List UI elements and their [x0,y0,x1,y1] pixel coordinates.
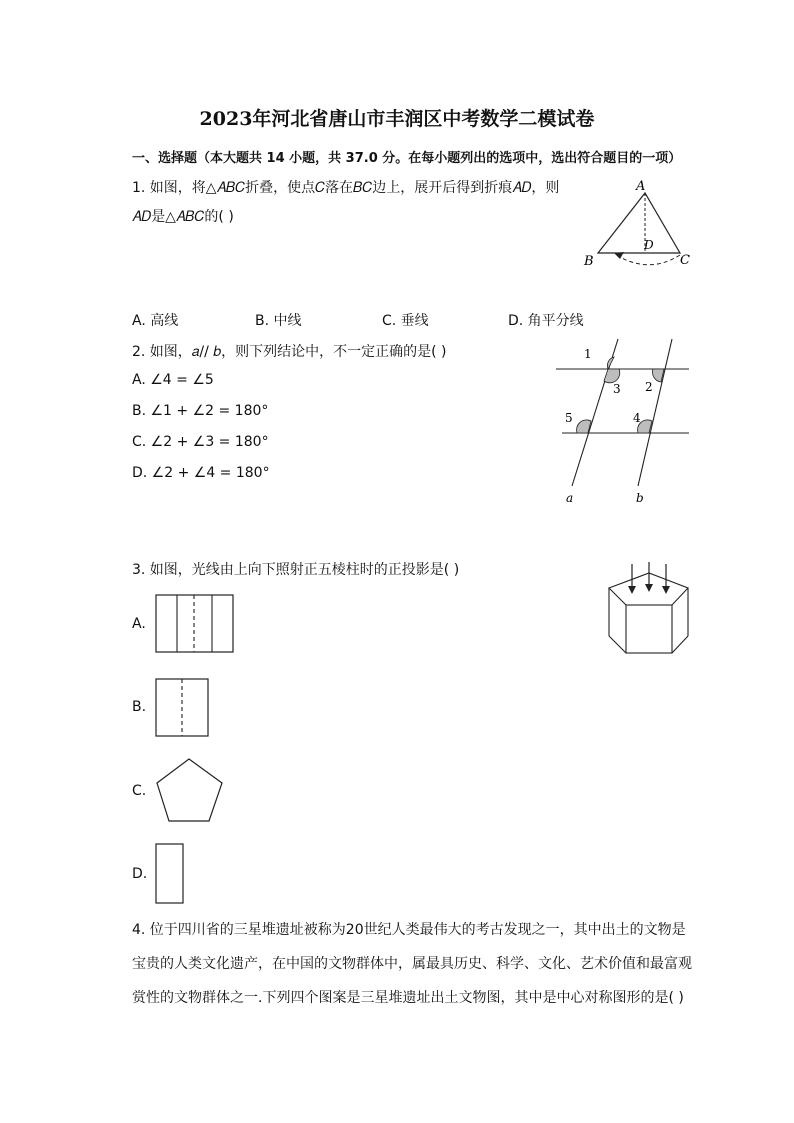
triangle-abc [598,193,680,253]
label-c: C [680,253,690,268]
label-a: A [636,179,646,194]
prism-edge [609,636,626,653]
q3-option-d-figure[interactable] [155,843,185,905]
arrow-down-icon [662,586,670,594]
prism-front-face [626,605,672,653]
q3-stem: 3. 如图，光线由上向下照射正五棱柱时的正投影是( ) [132,562,460,578]
q3-option-a-letter[interactable]: A. [132,616,146,632]
q2-option-b[interactable]: B. ∠1 + ∠2 = 180° [132,403,269,419]
fold-arc [618,255,680,265]
q1-triangle-figure [580,176,700,274]
q1-option-d[interactable]: D. 角平分线 [508,313,584,329]
label-1: 1 [584,347,592,361]
arrow-head-icon [614,252,624,259]
q2-stem: 2. 如图，𝑎// 𝑏，则下列结论中，不一定正确的是( ) [132,344,447,360]
page-title: 2023年河北省唐山市丰润区中考数学二模试卷 [199,108,595,130]
q3-option-c-figure[interactable] [155,757,225,825]
label-4: 4 [633,411,641,425]
label-b: B [584,254,594,269]
angle-5-mark [577,420,591,433]
prism-edge [672,636,688,653]
q3-option-d-letter[interactable]: D. [132,866,148,882]
q2-parallel-lines-figure [550,336,695,508]
label-b-line: b [636,491,644,505]
label-2: 2 [645,380,653,394]
q2-option-a[interactable]: A. ∠4 = ∠5 [132,372,214,388]
arrow-down-icon [645,584,653,592]
label-a-line: a [566,491,574,505]
q1-stem-line2: 𝐴𝐷是△𝐴𝐵𝐶的( ) [132,209,234,225]
label-3: 3 [613,382,621,396]
angle-3-mark [604,369,620,383]
label-5: 5 [565,411,573,425]
angle-1-mark [607,357,614,369]
q1-option-b[interactable]: B. 中线 [255,313,302,329]
label-d: D [644,238,654,252]
q3-pentagonal-prism-figure [600,560,695,660]
section-heading: 一、选择题（本大题共 14 小题，共 37.0 分。在每小题列出的选项中，选出符合题目的一项） [132,151,682,166]
q1-stem-line1: 1. 如图，将△𝐴𝐵𝐶折叠，使点𝐶落在𝐵𝐶边上，展开后得到折痕𝐴𝐷，则 [132,180,560,196]
q4-stem-line3: 赏性的文物群体之一.下列四个图案是三星堆遗址出土文物图，其中是中心对称图形的是( ) [132,990,684,1006]
q1-option-c[interactable]: C. 垂线 [382,313,429,329]
q3-option-a-figure[interactable] [155,594,235,654]
q2-option-d[interactable]: D. ∠2 + ∠4 = 180° [132,465,270,481]
line-b [638,339,672,486]
q1-option-a[interactable]: A. 高线 [132,313,179,329]
q4-stem-line1: 4. 位于四川省的三星堆遗址被称为20世纪人类最伟大的考古发现之一，其中出土的文物是 [132,922,686,938]
q3-option-c-letter[interactable]: C. [132,783,147,799]
q4-stem-line2: 宝贵的人类文化遗产，在中国的文物群体中，属最具历史、科学、文化、艺术价值和最富观 [132,956,692,972]
q3-option-b-figure[interactable] [155,678,210,738]
q3-option-b-letter[interactable]: B. [132,699,147,715]
arrow-down-icon [628,586,636,594]
q2-option-c[interactable]: C. ∠2 + ∠3 = 180° [132,434,269,450]
